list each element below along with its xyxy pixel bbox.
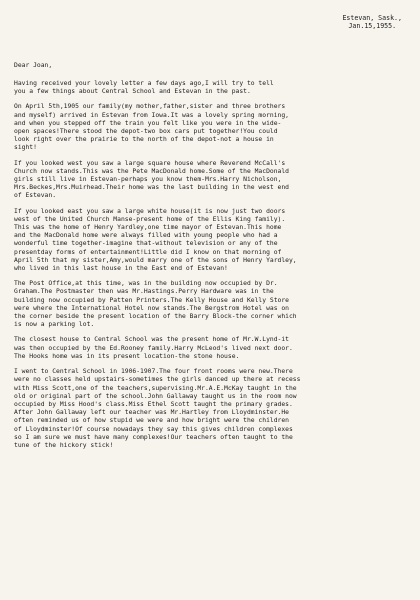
text-line: If you looked west you saw a large square house where Reverend McCall's <box>14 159 286 167</box>
text-line: I went to Central School in 1906-1907.The four front rooms were new.There <box>14 368 293 376</box>
paragraph-2 <box>14 103 410 152</box>
text-line: After John Gallaway left our teacher was Mr.Hartley from Lloydminster.He <box>14 409 289 417</box>
text-line: tune of the hickory stick! <box>14 441 114 449</box>
text-line: Church now stands.This was the Pete MacDonald home.Some of the MacDonald <box>14 167 289 175</box>
text-line: were no classes held upstairs-sometimes the girls danced up there at recess <box>14 376 301 384</box>
text-line: often reminded us of how stupid we were and how bright were the children <box>14 417 289 425</box>
text-line: The Hooks home was in its present location-the stone house. <box>14 352 240 360</box>
text-line: wonderful time together-imagine that-without television or any of the <box>14 240 278 248</box>
text-line: so I am sure we must have many complexes!Our teachers often taught to the <box>14 433 293 441</box>
letter-date: Jan.15,1955. <box>348 22 397 31</box>
paragraph-4 <box>14 208 410 274</box>
paragraph-6 <box>14 336 410 361</box>
text-line: building now occupied by Patten Printers.The Kelly House and Kelly Store <box>14 296 289 304</box>
text-line: On April 5th,1905 our family(my mother,father,sister and three brothers <box>14 103 286 111</box>
text-line: of Estevan. <box>14 192 57 200</box>
text-line: The closest house to Central School was the present home of Mr.W.Lynd-it <box>14 336 289 344</box>
paragraph-5 <box>14 280 410 329</box>
text-line: Having received your lovely letter a few days ago,I will try to tell <box>14 80 274 87</box>
text-line: Graham.The Postmaster then was Mr.Hastings.Perry Hardware was in the <box>14 288 274 296</box>
text-line: old or original part of the school.John Gallaway taught us in the room now <box>14 392 297 400</box>
text-line: was then occupied by the Ed.Rooney family.Harry McLeod's lived next door. <box>14 344 293 352</box>
text-line: you a few things about Central School and Estevan in the past. <box>14 88 251 96</box>
text-line: If you looked east you saw a large white house(it is now just two doors <box>14 207 286 215</box>
text-line: is now a parking lot. <box>14 321 95 329</box>
text-line: and when you stepped off the train you felt like you were in the wide- <box>14 119 282 127</box>
text-line: were where the International Hotel now stands.The Bergstrom Hotel was on <box>14 304 289 312</box>
text-line: occupied by Miss Hood's class.Miss Ethel Scott taught the primary grades. <box>14 400 293 408</box>
salutation: Dear Joan, <box>14 62 53 69</box>
text-line: and myself) arrived in Estevan from Iowa.It was a lovely spring morning, <box>14 111 289 119</box>
text-line: open spaces!There stood the depot-two box cars put together!You could <box>14 128 278 136</box>
text-line: presentday forms of entertainment!Little did I know on that morning of <box>14 248 282 256</box>
text-line: girls still live in Estevan-perhaps you know them-Mrs.Harry Nicholson, <box>14 176 282 184</box>
paragraph-7 <box>14 368 410 450</box>
text-line: who lived in this last house in the East end of Estevan! <box>14 265 228 273</box>
letter-place: Estevan, Sask., <box>342 14 402 22</box>
letter-header <box>342 14 402 31</box>
text-line: sight! <box>14 144 37 152</box>
paragraph-3 <box>14 160 410 201</box>
text-line: April 5th that my sister,Amy,would marry one of the sons of Henry Yardley, <box>14 256 297 264</box>
text-line: of Lloydminster!Of course nowadays they say this gives children complexes <box>14 425 293 433</box>
text-line: with Miss Scott,one of the teachers,supervising.Mr.A.E.McKay taught in the <box>14 384 297 392</box>
text-line: the corner beside the present location of the Barry Block-the corner which <box>14 313 297 321</box>
paragraph-1 <box>14 80 410 96</box>
text-line: west of the United Church Manse-present home of the Ellis King family). <box>14 215 286 223</box>
text-line: and the MacDonald home were always filled with young people who had a <box>14 232 278 240</box>
text-line: Mrs.Beckes,Mrs.Muirhead.Their home was the last building in the west end <box>14 184 289 192</box>
text-line: look right over the prairie to the north of the depot-not a house in <box>14 136 274 144</box>
text-line: The Post Office,at this time, was in the building now occupied by Dr. <box>14 280 278 288</box>
text-line: This was the home of Henry Yardley,one time mayor of Estevan.This home <box>14 224 282 232</box>
letter-body <box>14 80 410 457</box>
